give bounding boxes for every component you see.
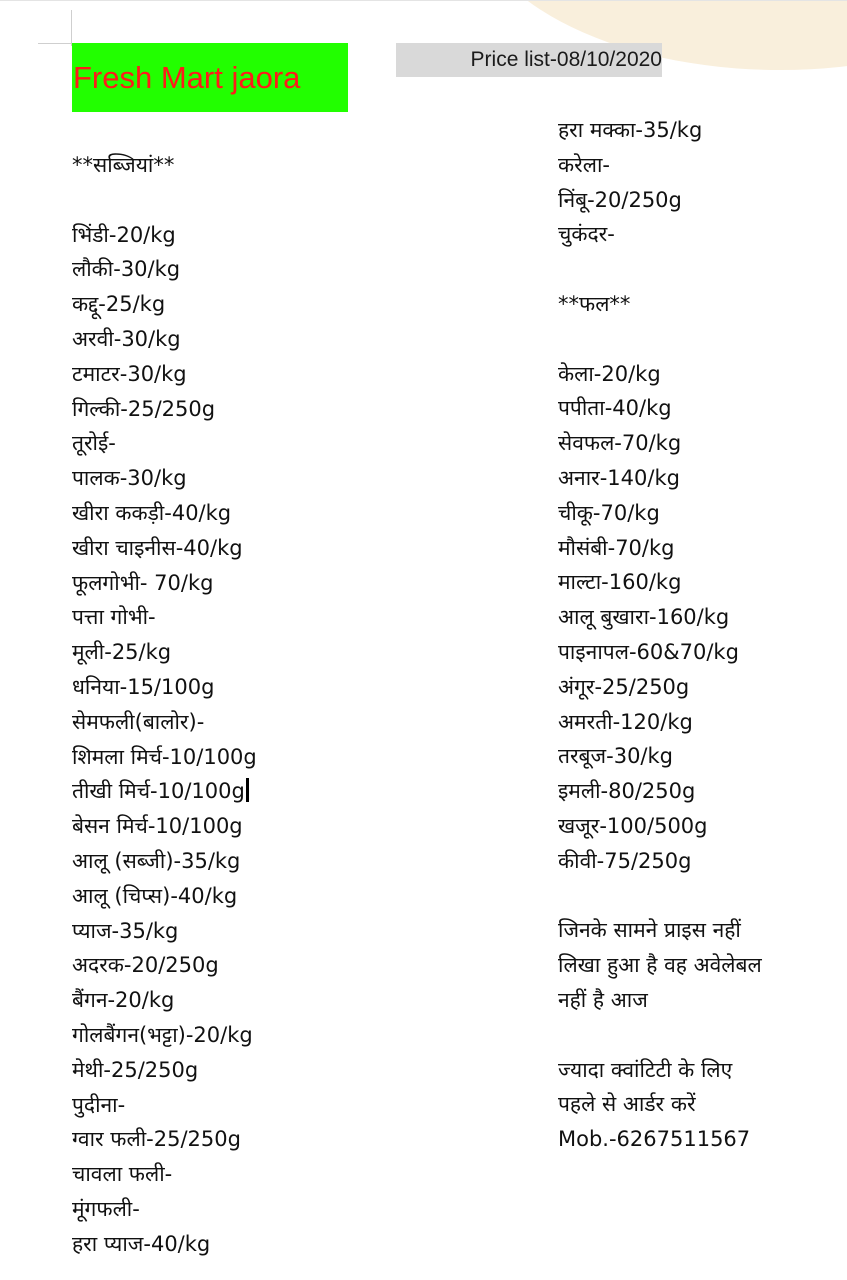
list-line: अदरक-20/250g bbox=[72, 953, 219, 978]
list-line: टमाटर-30/kg bbox=[72, 361, 187, 386]
list-line: आलू (सब्जी)-35/kg bbox=[72, 848, 241, 873]
list-line: हरा प्याज-40/kg bbox=[72, 1231, 211, 1256]
list-line-with-cursor[interactable] bbox=[72, 774, 257, 809]
notice-line: नहीं है आज bbox=[558, 987, 648, 1012]
list-line: भिंडी-20/kg bbox=[72, 222, 176, 247]
list-line: ग्वार फली-25/250g bbox=[72, 1127, 241, 1152]
list-line bbox=[558, 1018, 762, 1053]
list-line: निंबू-20/250g bbox=[558, 187, 682, 212]
list-line bbox=[558, 879, 762, 914]
list-line: अनार-140/kg bbox=[558, 465, 680, 490]
list-line: हरा मक्का-35/kg bbox=[558, 118, 703, 142]
list-line: मौसंबी-70/kg bbox=[558, 535, 675, 560]
order-note-line: ज्यादा क्वांटिटी के लिए bbox=[558, 1057, 733, 1082]
notice-line: जिनके सामने प्राइस नहीं bbox=[558, 918, 741, 943]
fruits-price-column bbox=[558, 113, 762, 1157]
list-line: आलू बुखारा-160/kg bbox=[558, 605, 730, 630]
page-margin-mark-horizontal bbox=[38, 43, 72, 44]
list-line: गोलबैंगन(भट्टा)-20/kg bbox=[72, 1022, 253, 1047]
list-line: शिमला मिर्च-10/100g bbox=[72, 744, 257, 769]
list-line: मूली-25/kg bbox=[72, 640, 172, 665]
list-line: चीकू-70/kg bbox=[558, 500, 660, 525]
list-line: बेसन मिर्च-10/100g bbox=[72, 814, 243, 839]
list-line: चावला फली- bbox=[72, 1162, 173, 1187]
list-line: **सब्जियां** bbox=[72, 153, 175, 177]
list-line: अंगूर-25/250g bbox=[558, 674, 690, 699]
list-line: खीरा ककड़ी-40/kg bbox=[72, 500, 232, 525]
vegetables-price-column bbox=[72, 148, 257, 1262]
list-line: खजूर-100/500g bbox=[558, 813, 708, 838]
list-line: कीवी-75/250g bbox=[558, 848, 692, 873]
list-line: तरबूज-30/kg bbox=[558, 744, 673, 769]
list-line: इमली-80/250g bbox=[558, 779, 696, 804]
list-line-text: तीखी मिर्च-10/100g bbox=[72, 779, 245, 804]
list-line: मूंगफली- bbox=[72, 1196, 140, 1221]
list-line: पालक-30/kg bbox=[72, 466, 187, 491]
list-line bbox=[72, 183, 257, 218]
list-line: करेला- bbox=[558, 152, 610, 177]
list-line: पपीता-40/kg bbox=[558, 396, 672, 421]
store-name-heading: Fresh Mart jaora bbox=[72, 43, 348, 112]
list-line: तूरोई- bbox=[72, 431, 116, 456]
notice-line: लिखा हुआ है वह अवेलेबल bbox=[558, 953, 762, 978]
list-line: गिल्की-25/250g bbox=[72, 396, 216, 421]
top-divider bbox=[0, 0, 847, 1]
page-margin-mark-vertical bbox=[71, 10, 72, 46]
list-line: केला-20/kg bbox=[558, 361, 661, 386]
list-line bbox=[558, 322, 762, 357]
list-line: पुदीना- bbox=[72, 1092, 126, 1117]
list-line: पत्ता गोभी- bbox=[72, 605, 156, 630]
list-line: अरवी-30/kg bbox=[72, 326, 181, 351]
list-line: अमरती-120/kg bbox=[558, 709, 693, 734]
list-line bbox=[558, 252, 762, 287]
list-line: आलू (चिप्स)-40/kg bbox=[72, 883, 238, 908]
list-line: पाइनापल-60&70/kg bbox=[558, 639, 739, 664]
list-line: फूलगोभी- 70/kg bbox=[72, 570, 214, 595]
list-line: बैंगन-20/kg bbox=[72, 988, 175, 1013]
list-line: खीरा चाइनीस-40/kg bbox=[72, 535, 243, 560]
order-note-line: पहले से आर्डर करें bbox=[558, 1092, 696, 1117]
list-line: **फल** bbox=[558, 291, 631, 316]
list-line: माल्टा-160/kg bbox=[558, 570, 682, 595]
price-list-date: Price list-08/10/2020 bbox=[396, 43, 662, 77]
contact-phone: Mob.-6267511567 bbox=[558, 1127, 751, 1152]
list-line: धनिया-15/100g bbox=[72, 674, 215, 699]
list-line: मेथी-25/250g bbox=[72, 1057, 199, 1082]
text-cursor bbox=[246, 778, 249, 802]
list-line: सेमफली(बालोर)- bbox=[72, 709, 205, 734]
list-line: सेवफल-70/kg bbox=[558, 431, 682, 456]
list-line: प्याज-35/kg bbox=[72, 918, 179, 943]
list-line: कद्दू-25/kg bbox=[72, 292, 166, 317]
list-line: लौकी-30/kg bbox=[72, 257, 181, 282]
list-line: चुकंदर- bbox=[558, 222, 615, 247]
